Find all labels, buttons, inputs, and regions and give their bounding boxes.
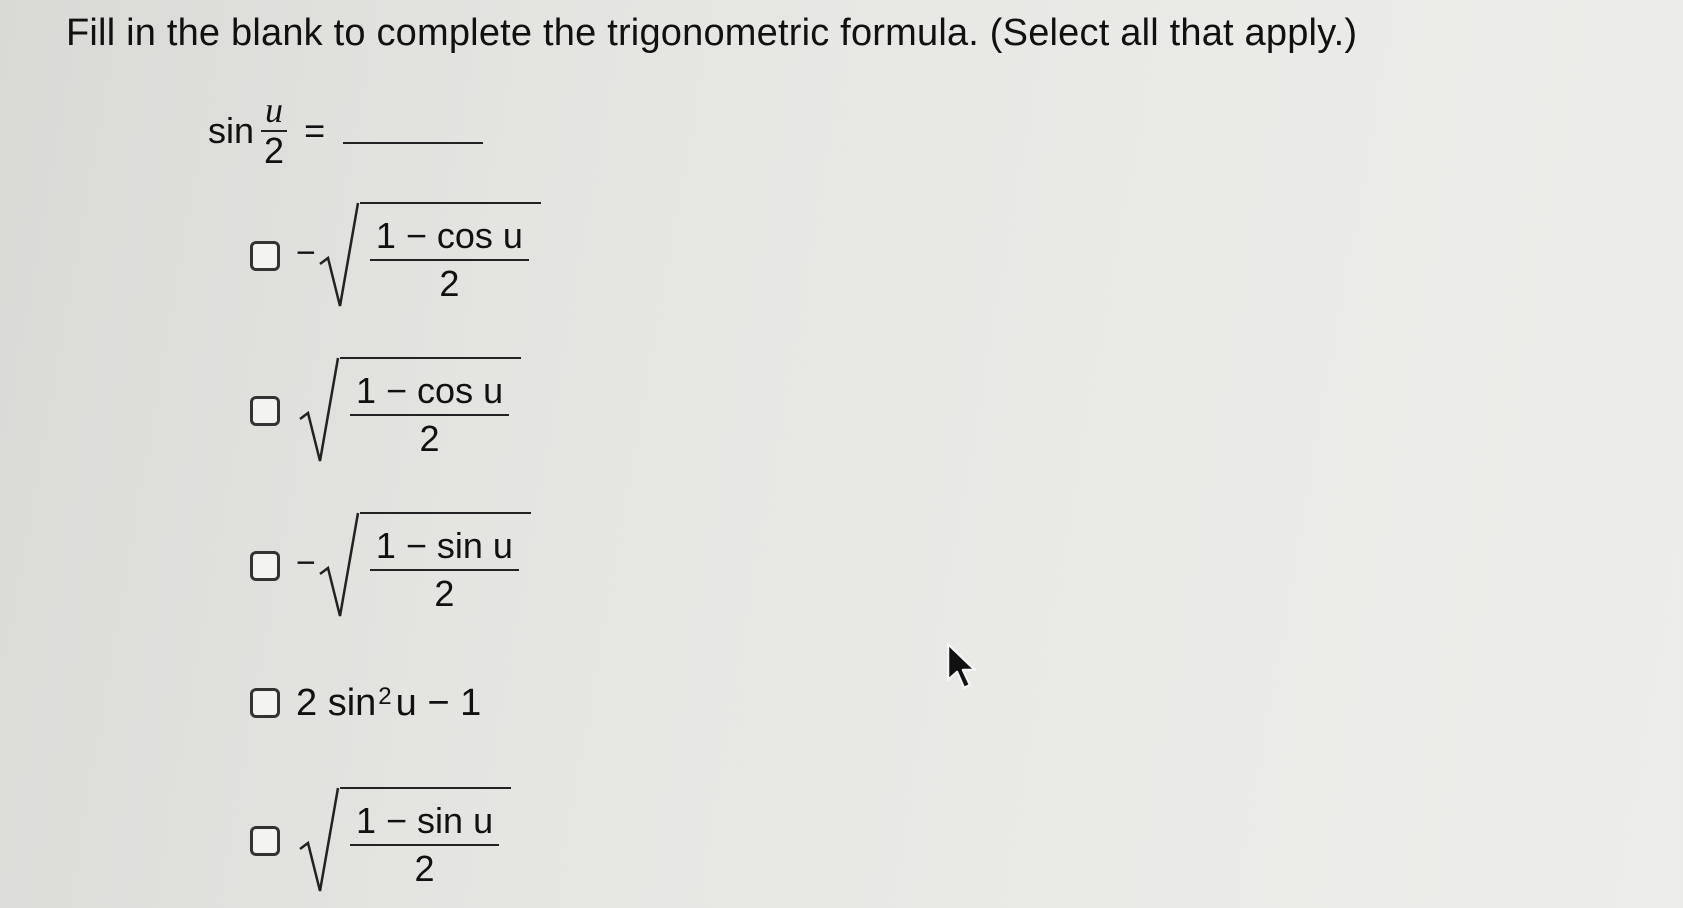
option-4-expr-post: u − 1 [395, 681, 482, 724]
option-1-denominator: 2 [439, 262, 460, 304]
option-2-radicand [340, 357, 521, 465]
prompt-function: sin [208, 110, 255, 151]
option-2-denominator: 2 [419, 417, 440, 459]
option-4-checkbox[interactable] [250, 688, 280, 718]
option-4[interactable] [250, 643, 541, 763]
option-5-radicand [340, 787, 511, 895]
prompt-equals: = [304, 110, 326, 151]
option-5-numerator: 1 − sin u [350, 802, 499, 846]
radical-sign-icon [298, 787, 340, 895]
option-5-fraction [350, 799, 499, 889]
radical-sign-icon [318, 202, 360, 310]
option-3-numerator: 1 − sin u [370, 527, 519, 571]
option-1-checkbox[interactable] [250, 241, 280, 271]
option-1-sign: − [296, 234, 316, 272]
option-2-fraction [350, 369, 509, 459]
prompt-denominator: 2 [264, 130, 285, 171]
option-2-numerator: 1 − cos u [350, 372, 509, 416]
option-1-numerator: 1 − cos u [370, 217, 529, 261]
question-text: Fill in the blank to complete the trigonometric formula. (Select all that apply.) [66, 12, 1358, 54]
prompt-fraction [260, 92, 288, 170]
option-1-fraction [370, 214, 529, 304]
radical-sign-icon [298, 357, 340, 465]
option-3-sign: − [296, 544, 316, 582]
option-2-sqrt [298, 357, 521, 465]
option-5[interactable] [250, 763, 541, 908]
option-4-exponent: 2 [378, 683, 392, 710]
prompt-numerator: u [261, 92, 287, 132]
option-3-radicand [360, 512, 531, 620]
answer-blank [343, 114, 483, 144]
option-1[interactable] [250, 178, 541, 333]
option-3-sqrt [318, 512, 531, 620]
radical-sign-icon [318, 512, 360, 620]
mouse-pointer-icon [946, 642, 980, 692]
option-3-checkbox[interactable] [250, 551, 280, 581]
option-5-sqrt [298, 787, 511, 895]
option-1-radicand [360, 202, 541, 310]
option-2-checkbox[interactable] [250, 396, 280, 426]
option-4-expr-pre: 2 sin [296, 681, 377, 724]
option-4-expression [296, 682, 481, 725]
formula-prompt [208, 86, 483, 176]
option-3-fraction [370, 524, 519, 614]
option-2[interactable] [250, 333, 541, 488]
answer-options [250, 178, 541, 908]
option-3[interactable] [250, 488, 541, 643]
option-5-denominator: 2 [414, 847, 435, 889]
option-1-sqrt [318, 202, 541, 310]
option-5-checkbox[interactable] [250, 826, 280, 856]
option-3-denominator: 2 [434, 572, 455, 614]
